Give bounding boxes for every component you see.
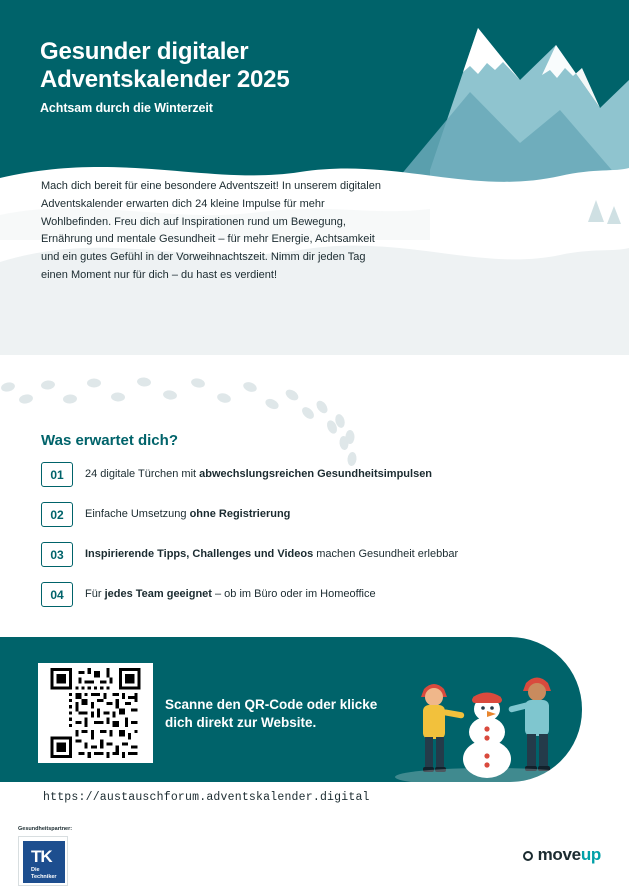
list-item-bold: Inspirierende Tipps, Challenges und Videos <box>85 548 314 561</box>
qr-code-image <box>43 668 148 758</box>
list-item-number: 02 <box>41 502 73 527</box>
list-item <box>41 582 581 607</box>
list-item-pre: 24 digitale Türchen mit <box>85 468 200 481</box>
list-item-number: 04 <box>41 582 73 607</box>
list-item-bold: abwechslungsreichen Gesundheitsimpulsen <box>199 468 433 481</box>
list-item-text <box>85 547 458 561</box>
person-right <box>508 678 551 772</box>
list-item-bold: ohne Registrierung <box>189 508 291 521</box>
benefits-list <box>41 462 581 622</box>
moveup-up: up <box>580 845 601 864</box>
tk-logo-box <box>23 841 65 883</box>
list-item-number: 01 <box>41 462 73 487</box>
list-item-number: 03 <box>41 542 73 567</box>
list-item-bold: jedes Team geeignet <box>104 588 212 601</box>
list-item-text <box>85 587 376 601</box>
page-subtitle: Achtsam durch die Winterzeit <box>40 101 213 116</box>
footer-divider <box>0 818 629 819</box>
tk-logo-mark: TK <box>31 847 52 866</box>
partner-label: Gesundheitspartner: <box>18 826 73 832</box>
cta-text-line2: dich direkt zur Website. <box>165 715 317 731</box>
list-item <box>41 502 581 527</box>
section-title: Was erwartet dich? <box>41 432 178 449</box>
tk-logo <box>18 836 68 886</box>
qr-code[interactable] <box>38 663 153 763</box>
list-item <box>41 542 581 567</box>
list-item-pre: Einfache Umsetzung <box>85 508 190 521</box>
website-url[interactable]: https://austauschforum.adventskalender.digital <box>43 791 370 804</box>
list-item <box>41 462 581 487</box>
person-left <box>421 684 465 772</box>
page-title-line1: Gesunder digitaler <box>40 38 249 65</box>
list-item-post: machen Gesundheit erlebbar <box>313 548 459 561</box>
cta-text-line1: Scanne den QR-Code oder klicke <box>165 697 378 712</box>
list-item-pre: Für <box>85 588 105 601</box>
tk-logo-sub-line2: Techniker <box>31 873 57 880</box>
list-item-post: – ob im Büro oder im Homeoffice <box>211 588 376 601</box>
tk-logo-sub-line1: Die <box>31 867 40 873</box>
cta-text <box>165 696 415 732</box>
tk-logo-subtext <box>31 867 57 881</box>
list-item-text <box>85 467 432 481</box>
moveup-logo <box>523 845 601 865</box>
snowman <box>463 693 511 779</box>
moveup-wordmark <box>538 845 601 865</box>
page-title-line2: Adventskalender 2025 <box>40 66 290 94</box>
intro-paragraph: Mach dich bereit für eine besondere Adventszeit! In unserem digitalen Adventskalender erwarten dich 24 kleine Impulse für mehr Wohlbefinden. Freu dich auf Inspirationen rund um Bewegung, Ernährung und mentale Gesundheit – für mehr Energie, Achtsamkeit und ein gutes Gefühl in der Vorweihnachtszeit. Nimm dir jeden Tag einen Moment nur für dich – du hast es verdient! <box>41 180 381 282</box>
title-block <box>40 38 400 115</box>
moveup-move: move <box>537 845 581 864</box>
list-item-text <box>85 507 290 521</box>
moveup-dot-icon <box>523 851 533 861</box>
